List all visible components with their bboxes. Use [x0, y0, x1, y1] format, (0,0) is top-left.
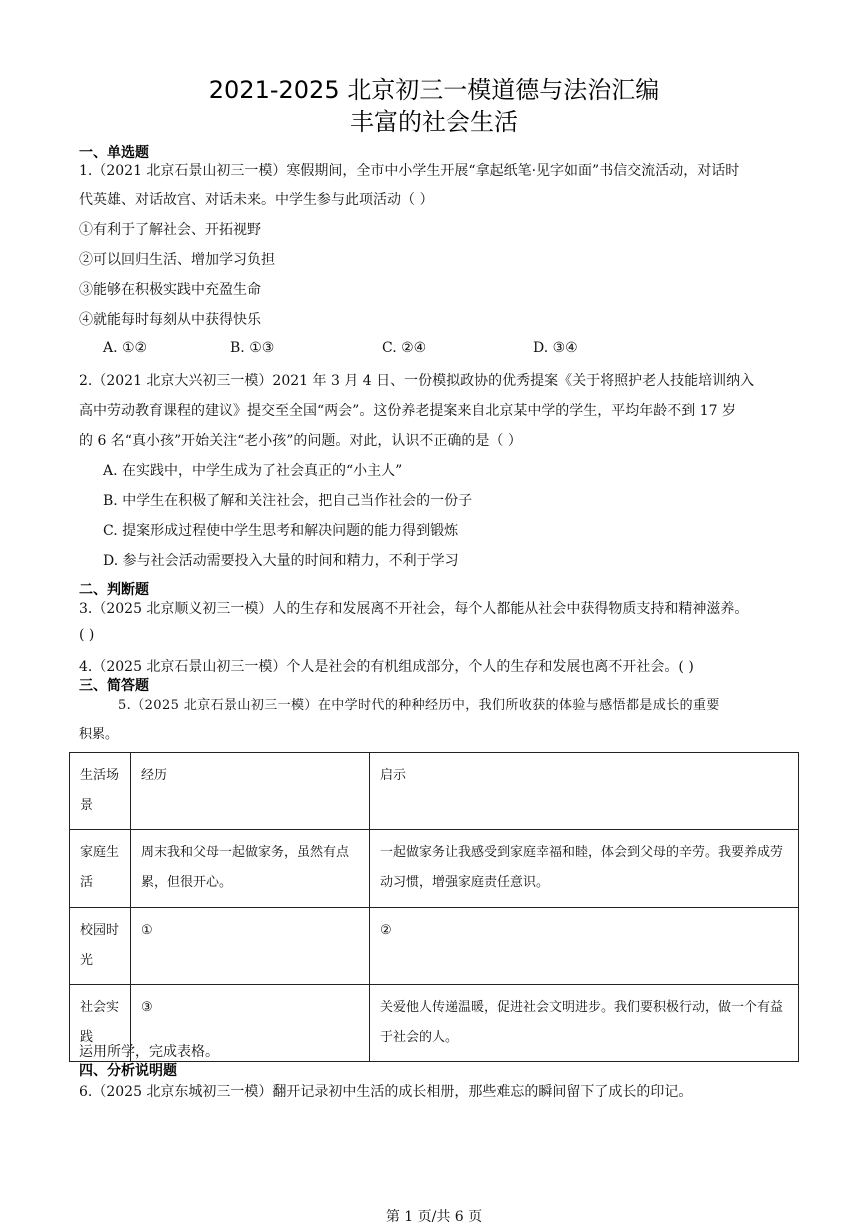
question-1-stem-line2: 代英雄、对话故宫、对话未来。中学生参与此项活动（ ） — [79, 192, 434, 208]
question-1-option-a: A. ①② — [103, 340, 148, 356]
question-1-option-d: D. ③④ — [533, 340, 578, 356]
table-cell-scene: 家庭生活 — [70, 830, 131, 908]
question-1-stem-line1: 1.（2021 北京石景山初三一模）寒假期间，全市中小学生开展“拿起纸笔·见字如面”书信交流活动，对话时 — [79, 163, 740, 179]
table-header-cell: 生活场景 — [70, 753, 131, 830]
table-cell-experience-blank: ③ — [131, 985, 370, 1062]
table-header-row — [70, 753, 799, 830]
table-row — [70, 908, 799, 985]
table-cell-experience: 周末我和父母一起做家务，虽然有点累，但很开心。 — [131, 830, 370, 908]
question-2-option-c: C. 提案形成过程使中学生思考和解决问题的能力得到锻炼 — [103, 523, 459, 539]
question-2-stem-line3: 的 6 名“真小孩”开始关注“老小孩”的问题。对此，认识不正确的是（ ） — [79, 433, 522, 449]
document-subtitle: 丰富的社会生活 — [350, 108, 518, 136]
question-5-stem-line2: 积累。 — [79, 727, 119, 742]
table-cell-scene: 社会实践 — [70, 985, 131, 1062]
table-header-cell: 启示 — [370, 753, 799, 830]
question-1-item: ④就能每时每刻从中获得快乐 — [79, 312, 261, 328]
table-cell-experience-blank: ① — [131, 908, 370, 985]
section-heading-analysis: 四、分析说明题 — [79, 1063, 177, 1079]
question-6-stem: 6.（2025 北京东城初三一模）翻开记录初中生活的成长相册，那些难忘的瞬间留下了成长的印记。 — [79, 1084, 693, 1100]
question-4-stem: 4.（2025 北京石景山初三一模）个人是社会的有机组成部分，个人的生存和发展也离不开社会。( ) — [79, 659, 694, 675]
document-title: 2021-2025 北京初三一模道德与法治汇编 — [208, 76, 660, 104]
question-3-stem-line1: 3.（2025 北京顺义初三一模）人的生存和发展离不开社会，每个人都能从社会中获得物质支持和精神滋养。 — [79, 601, 749, 617]
question-2-stem-line2: 高中劳动教育课程的建议》提交至全国“两会”。这份养老提案来自北京某中学的学生，平均年龄不到 17 岁 — [79, 403, 737, 419]
table-cell-scene: 校园时光 — [70, 908, 131, 985]
question-2-option-d: D. 参与社会活动需要投入大量的时间和精力，不利于学习 — [103, 553, 459, 569]
question-1-item: ②可以回归生活、增加学习负担 — [79, 252, 275, 268]
table-row — [70, 830, 799, 908]
question-1-item: ①有利于了解社会、开拓视野 — [79, 222, 261, 238]
question-1-option-b: B. ①③ — [230, 340, 275, 356]
section-heading-short-answer: 三、简答题 — [79, 678, 149, 694]
section-heading-single-choice: 一、单选题 — [79, 145, 149, 161]
page-number: 第 1 页/共 6 页 — [385, 1209, 483, 1225]
table-cell-insight: 一起做家务让我感受到家庭幸福和睦，体会到父母的辛劳。我要养成劳动习惯，增强家庭责任意识。 — [370, 830, 799, 908]
table-cell-insight: 关爱他人传递温暖，促进社会文明进步。我们要积极行动，做一个有益于社会的人。 — [370, 985, 799, 1062]
question-3-answer-blank: ( ) — [79, 627, 95, 643]
question-5-instruction: 运用所学，完成表格。 — [79, 1044, 219, 1060]
table-header-cell: 经历 — [131, 753, 370, 830]
section-heading-judgment: 二、判断题 — [79, 582, 149, 598]
table-cell-insight-blank: ② — [370, 908, 799, 985]
question-2-stem-line1: 2.（2021 北京大兴初三一模）2021 年 3 月 4 日、一份模拟政协的优秀提案《关于将照护老人技能培训纳入 — [79, 373, 755, 389]
question-2-option-b: B. 中学生在积极了解和关注社会，把自己当作社会的一份子 — [103, 493, 473, 509]
question-5-stem-line1: 5.（2025 北京石景山初三一模）在中学时代的种种经历中，我们所收获的体验与感悟都是成长的重要 — [118, 698, 720, 713]
question-1-option-c: C. ②④ — [382, 340, 427, 356]
question-5-table — [69, 752, 799, 1062]
question-2-option-a: A. 在实践中，中学生成为了社会真正的“小主人” — [103, 463, 403, 479]
question-1-item: ③能够在积极实践中充盈生命 — [79, 282, 261, 298]
